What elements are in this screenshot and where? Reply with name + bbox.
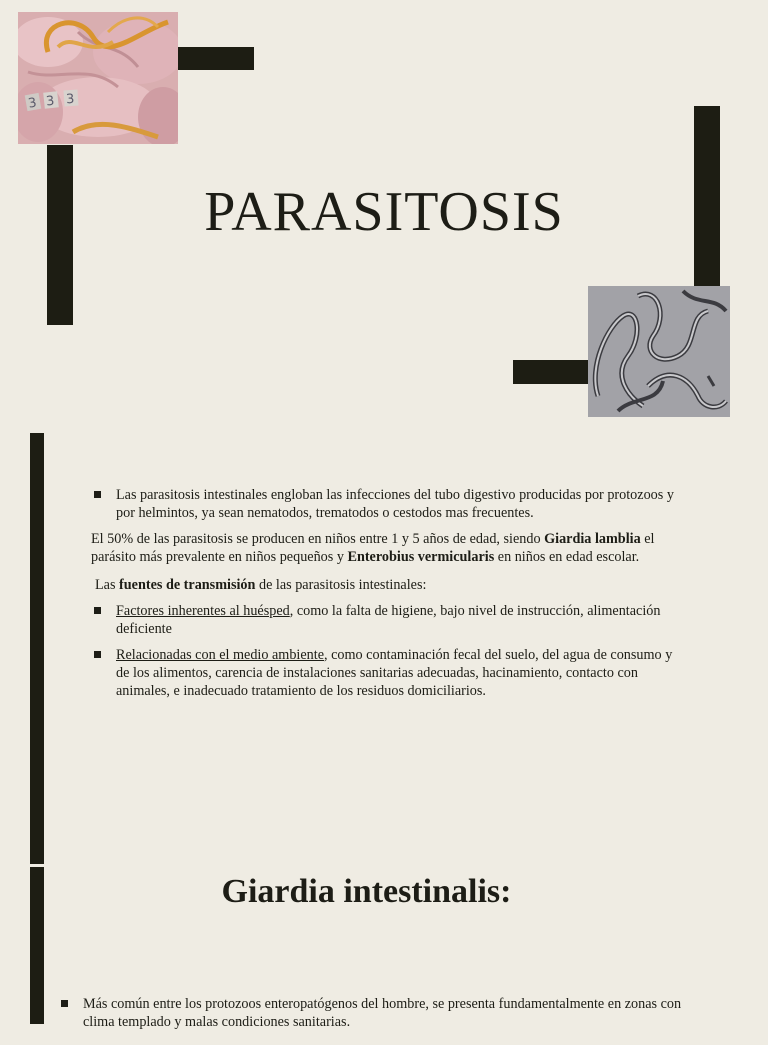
slide2-body — [91, 486, 681, 700]
bullet-square-icon — [94, 491, 101, 498]
microscope-worms-image — [588, 286, 730, 417]
decor-bar-right-horizontal — [513, 360, 590, 384]
decor-bar-top-horizontal — [176, 47, 254, 70]
environment-text: , como contaminación fecal del suelo, del agua de consumo y de los alimentos, carencia de instalaciones sanitarias adecuadas, hacinamiento, contacto con animales, e inadecuado tratamiento de los residuos domiciliarios. — [116, 647, 673, 699]
transmission-text-2: de las parasitosis intestinales: — [255, 577, 427, 593]
transmission-heading — [91, 576, 681, 594]
prevalence-text-2: el parásito más prevalente en niños pequeños y — [91, 531, 655, 565]
specimen-number-3a: 3 — [27, 95, 38, 112]
specimen-number-3c: 3 — [65, 91, 75, 108]
giardia-section-title: Giardia intestinalis: — [221, 873, 512, 910]
bullet-square-icon — [61, 1000, 68, 1007]
enterobius-bold: Enterobius vermicularis — [347, 549, 495, 565]
host-factors-text: , como la falta de higiene, bajo nivel de instrucción, alimentación deficiente — [116, 603, 661, 637]
giardia-bullet — [58, 995, 698, 1031]
bullet-square-icon — [94, 651, 101, 658]
prevalence-text-1: El 50% de las parasitosis se producen en niños entre 1 y 5 años de edad, siendo — [91, 531, 545, 547]
slide3-body — [58, 981, 698, 1045]
specimen-number-3b: 3 — [45, 93, 56, 110]
giardia-bullet-text: Más común entre los protozoos enteropatógenos del hombre, se presenta fundamentalmente en zonas con clima templado y malas condiciones sanitarias. — [83, 996, 682, 1031]
microscope-worms-photo — [588, 286, 730, 417]
transmission-bold: fuentes de transmisión — [119, 577, 256, 593]
transmission-text-1: Las — [95, 577, 120, 593]
environment-bullet — [91, 646, 681, 700]
intro-bullet-text: Las parasitosis intestinales engloban las infecciones del tubo digestivo producidas por protozoos y por helmintos, ya sean nematodos, trematodos o cestodos mas frecuentes. — [116, 487, 674, 521]
decor-bar-slide2-left — [30, 433, 44, 864]
environment-underlined: Relacionadas con el medio ambiente — [116, 647, 325, 663]
host-factors-bullet — [91, 602, 681, 638]
intestine-worms-photo — [18, 12, 178, 144]
giardia-lamblia-bold: Giardia lamblia — [544, 531, 641, 547]
prevalence-text-3: en niños en edad escolar. — [494, 549, 640, 565]
prevalence-paragraph — [91, 530, 681, 566]
host-factors-underlined: Factores inherentes al huésped — [116, 603, 290, 619]
intestine-worms-image — [18, 12, 178, 144]
bullet-square-icon — [94, 607, 101, 614]
slide-title: PARASITOSIS — [204, 181, 564, 243]
intro-bullet — [91, 486, 681, 522]
